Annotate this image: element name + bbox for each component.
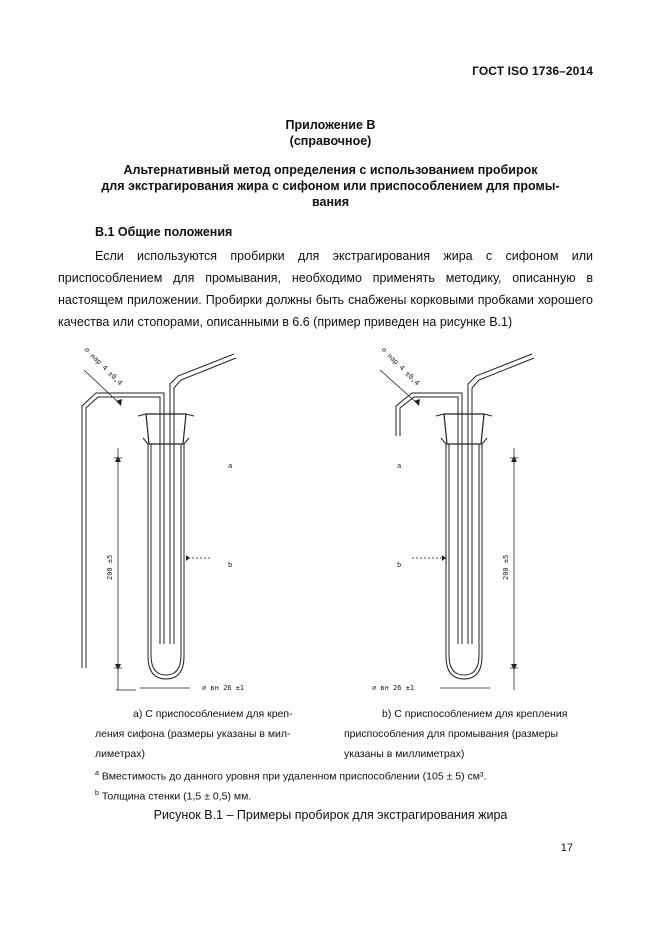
- section-title: В.1 Общие положения: [95, 225, 233, 239]
- annex-title: Приложение В: [285, 118, 376, 132]
- figure-caption: Рисунок В.1 – Примеры пробирок для экстрагирования жира: [153, 808, 508, 822]
- caption-a: [133, 704, 313, 724]
- caption-b-line-1: b) С приспособлением для крепления: [382, 708, 568, 720]
- tube-a-outer-dim-label: ⌀ нар 4 ±0,4: [82, 345, 125, 388]
- tube-a-ref-b: b: [228, 561, 233, 569]
- caption-a-line-2: ления сифона (размеры указаны в мил-: [95, 728, 291, 740]
- footnote-a-text: Вместимость до данного уровня при удаленном приспособлении (105 ± 5) см³.: [98, 770, 487, 783]
- footnote-b-text: Толщина стенки (1,5 ± 0,5) мм.: [98, 790, 252, 803]
- footnote-b-marker: b: [95, 790, 99, 797]
- tube-a-ref-a: a: [228, 462, 233, 470]
- tube-a-drawing: [82, 354, 236, 690]
- tube-b-height-label: 200 ±5: [502, 554, 510, 580]
- annex-heading-line-3: вания: [312, 195, 349, 209]
- annex-status: (справочное): [289, 134, 372, 148]
- annex-heading-line-1: Альтернативный метод определения с использованием пробирок: [123, 163, 538, 177]
- tube-b-drawing: [380, 354, 534, 690]
- section-paragraph: Если используются пробирки для экстрагирования жира с сифоном или приспособлением для промывания, необходимо применять методику, описанную в настоящем приложении. Пробирки должны быть снабжены корковыми пробками хорошего качества или стопорами, описанными в 6.6 (пример приведен на рисунке В.1): [58, 249, 593, 329]
- tube-a-inner-dim-label: ⌀ вн 26 ±1: [202, 684, 245, 692]
- tube-b-outer-dim-label: ⌀ нар 4 ±0,4: [379, 345, 422, 388]
- caption-a-cont: [95, 724, 291, 764]
- annex-heading-line-2: для экстрагирования жира с сифоном или приспособлением для промы-: [101, 179, 560, 193]
- page-number: 17: [560, 842, 573, 854]
- footnote-b: [95, 790, 251, 803]
- caption-b: [382, 704, 567, 724]
- caption-b-line-3: указаны в миллиметрах): [344, 748, 465, 760]
- caption-a-line-1: а) С приспособлением для креп-: [133, 708, 293, 720]
- document-header: ГОСТ ISO 1736–2014: [472, 64, 593, 78]
- caption-a-line-3: лиметрах): [95, 748, 145, 760]
- caption-b-cont: [344, 724, 558, 764]
- tube-a-height-label: 200 ±5: [106, 554, 114, 580]
- tube-b-inner-dim-label: ⌀ вн 26 ±1: [372, 684, 415, 692]
- footnote-a-marker: a: [95, 770, 99, 777]
- caption-b-line-2: приспособления для промывания (размеры: [344, 728, 559, 740]
- footnote-a: [95, 770, 486, 783]
- tube-b-ref-a: a: [397, 462, 402, 470]
- tube-b-ref-b: b: [397, 561, 402, 569]
